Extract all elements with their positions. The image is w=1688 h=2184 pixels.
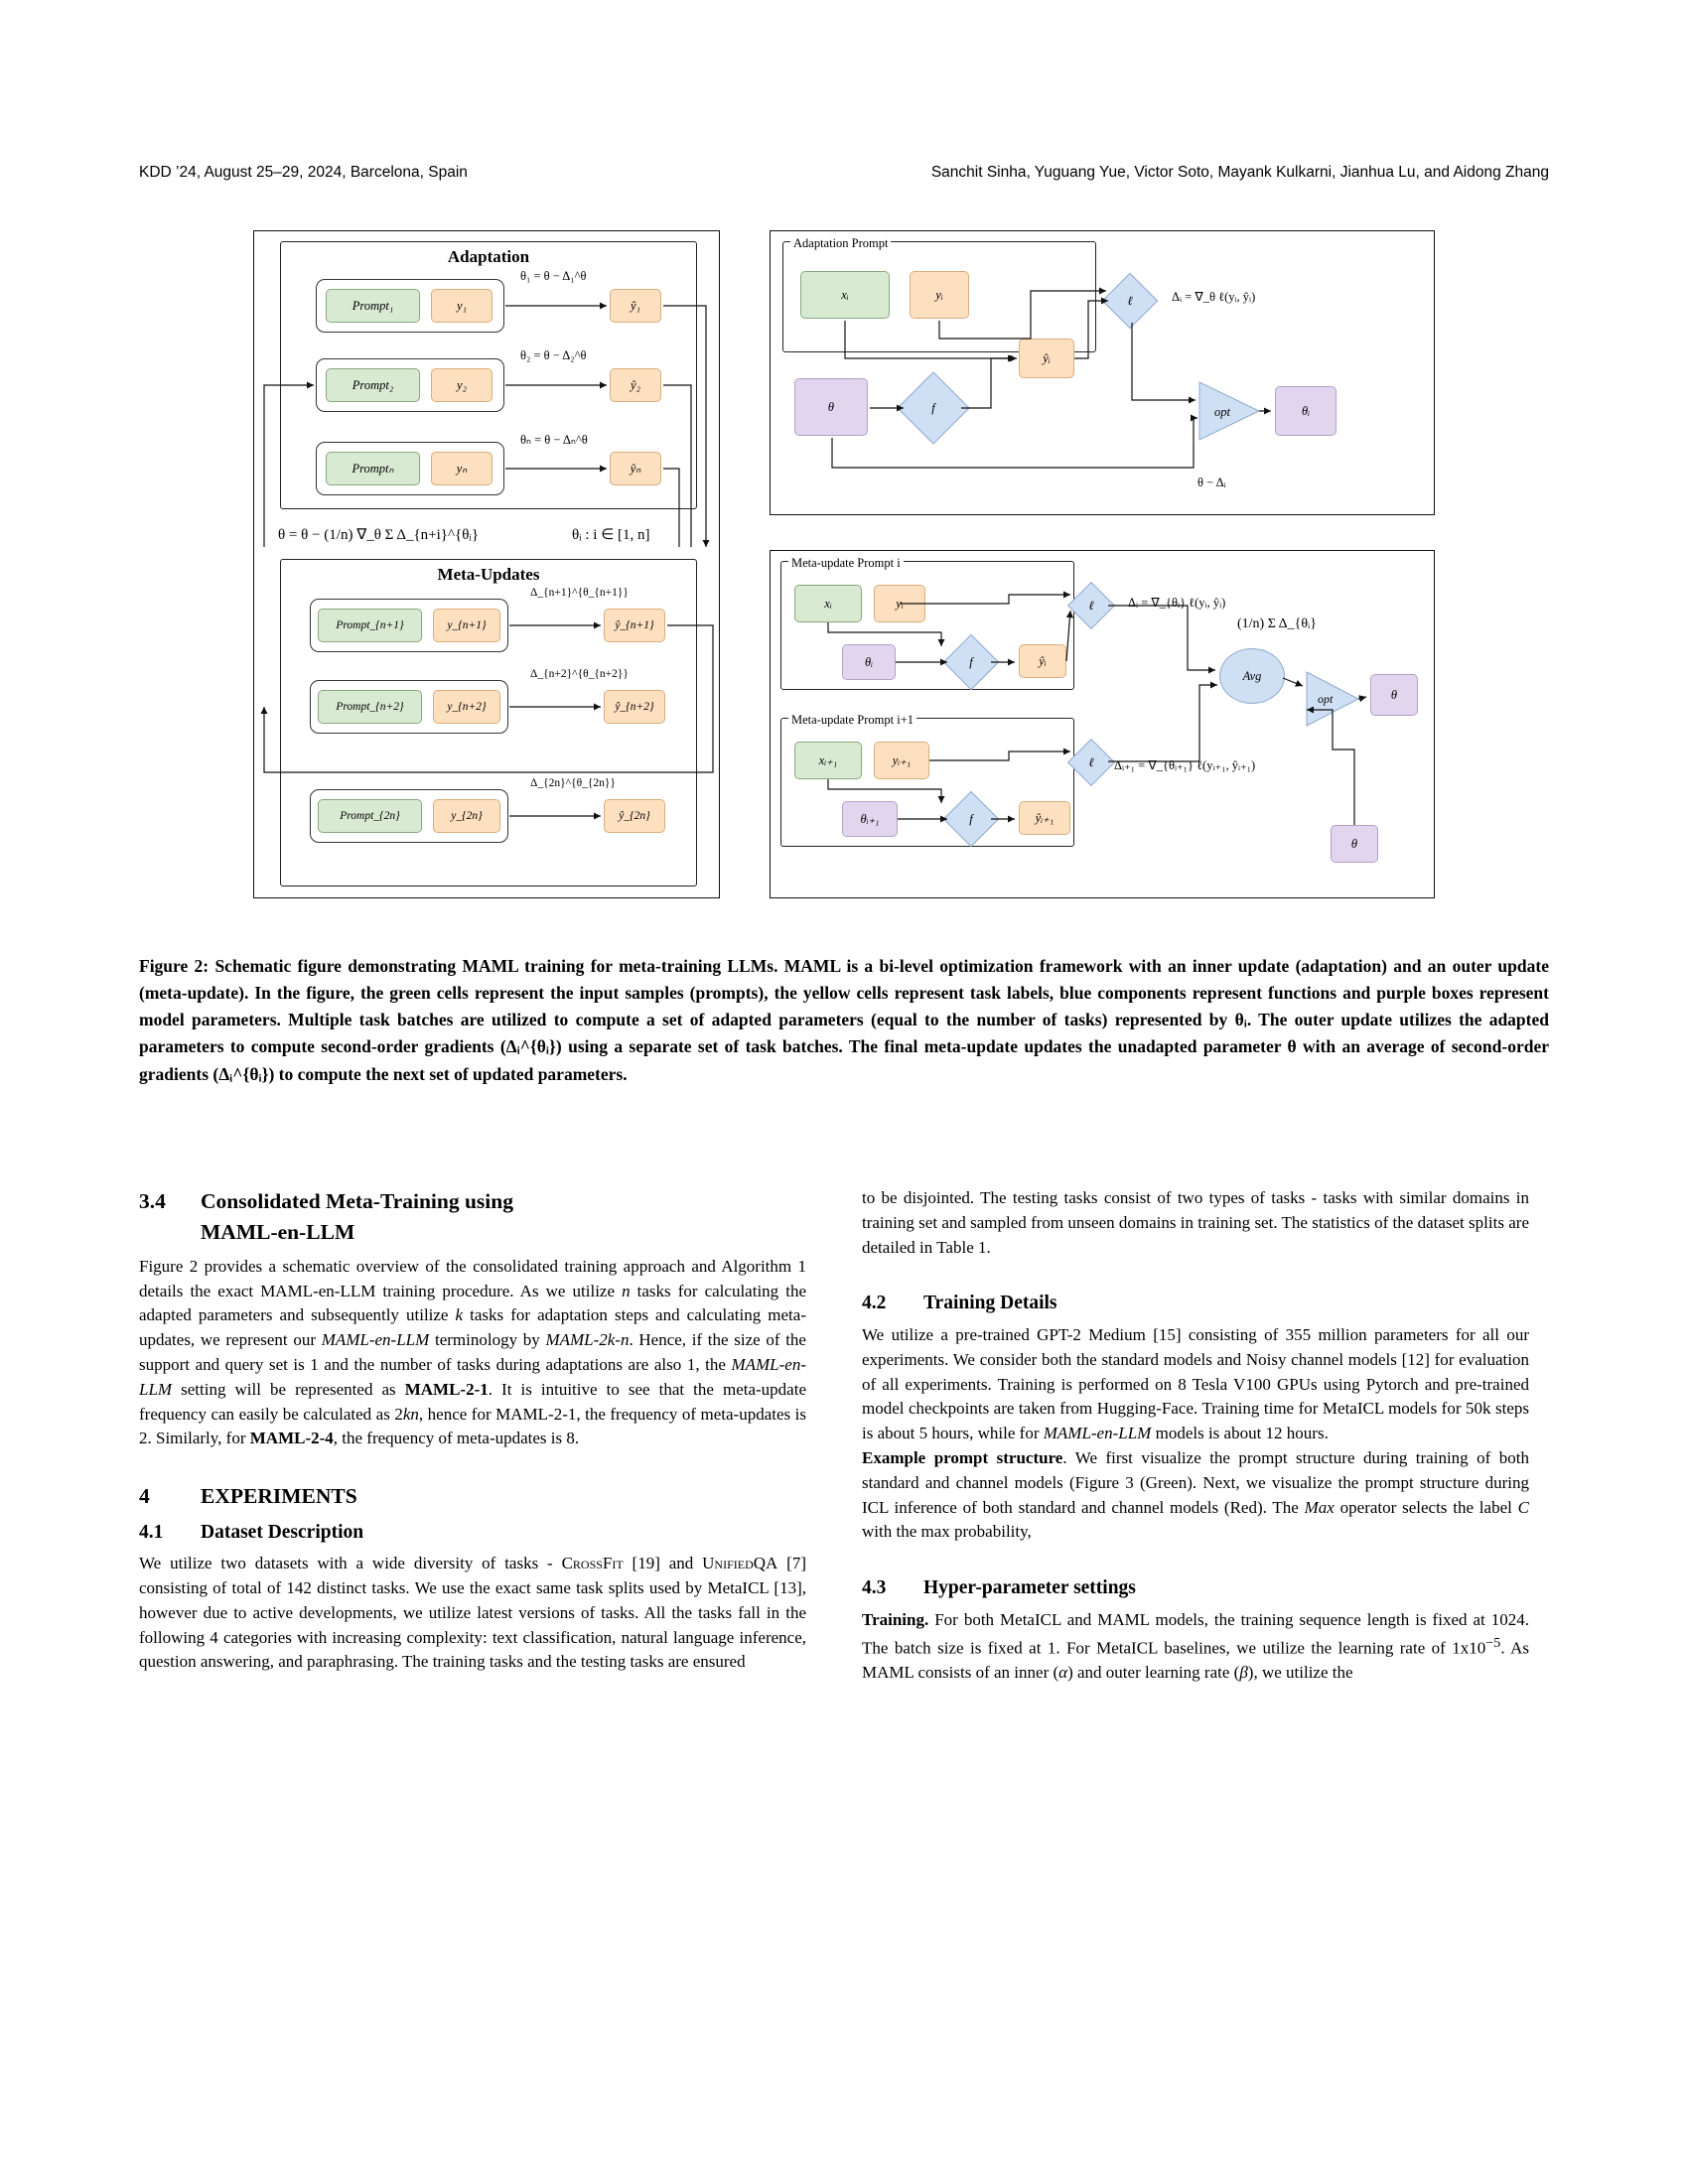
yhat-cell: ŷᵢ bbox=[1019, 644, 1066, 678]
paragraph-4-1: We utilize two datasets with a wide diversity of tasks - CrossFit [19] and UnifiedQA [7] consisting of total of 142 distinct tasks. We use the exact same task splits used by MetaICL [13], however due to active developments, we utilize latest versions of tasks. All the tasks fall in the following 4 categories with increasing complexity: text classification, natural language inference, question answering, and paraphrasing. The training tasks and the testing tasks are ensured bbox=[139, 1554, 806, 1672]
figure-bottom-right-panel bbox=[770, 550, 1435, 898]
label-cell: y_{n+1} bbox=[433, 609, 500, 642]
input-x-cell: xᵢ bbox=[800, 271, 890, 319]
paragraph-3-4: Figure 2 provides a schematic overview of the consolidated training approach and Algorithm 1 details the exact MAML-en-LLM training procedure. As we utilize n tasks for calculating the adapted parameters and subsequently utilize k tasks for adaptation steps and calculating meta-updates, we represent our MAML-en-LLM terminology by MAML-2k-n. Hence, if the size of the support and query set is 1 and the number of tasks during adaptations are also 1, the MAML-en-LLM setting will be represented as MAML-2-1. It is intuitive to see that the meta-update frequency can easily be calculated as 2kn, hence for MAML-2-1, the frequency of meta-updates is 2. Similarly, for MAML-2-4, the frequency of meta-updates is 8. bbox=[139, 1256, 806, 1448]
section-3-4-heading bbox=[139, 1186, 806, 1249]
left-panel-wires bbox=[254, 231, 721, 899]
adaptation-update-eq: θₙ = θ − Δₙ^θ bbox=[520, 433, 588, 447]
section-4-1-heading bbox=[139, 1519, 806, 1547]
input-x-cell: xᵢ bbox=[794, 585, 862, 622]
yhat-cell: ŷᵢ₊₁ bbox=[1019, 801, 1070, 835]
prompt-structure-lead: Example prompt structure bbox=[862, 1447, 1063, 1467]
prompt-cell: Prompt₁ bbox=[326, 289, 420, 323]
training-lead: Training. bbox=[862, 1609, 929, 1629]
section-4-3-number: 4.3 bbox=[862, 1577, 887, 1599]
section-4-1-number: 4.1 bbox=[139, 1521, 164, 1543]
top-right-wires bbox=[771, 231, 1436, 516]
running-head bbox=[139, 164, 1549, 182]
label-y-cell: yᵢ bbox=[910, 271, 969, 319]
running-head-right: Sanchit Sinha, Yuguang Yue, Victor Soto, Mayank Kulkarni, Jianhua Lu, and Aidong Zhang bbox=[930, 164, 1549, 181]
avg-formula: (1/n) Σ Δ_{θᵢ} bbox=[1237, 616, 1318, 631]
section-3-4-title-line1: Consolidated Meta-Training using bbox=[201, 1189, 513, 1213]
adaptation-prompt-label: Adaptation Prompt bbox=[790, 235, 891, 252]
figure-left-panel bbox=[253, 230, 720, 898]
delta-annotation: Δᵢ = ∇_θ ℓ(yᵢ, ŷᵢ) bbox=[1172, 290, 1256, 304]
meta-update-title: Meta-Updates bbox=[437, 565, 540, 584]
prompt-cell: Prompt_{n+2} bbox=[318, 690, 422, 724]
prediction-cell: ŷ_{2n} bbox=[604, 799, 665, 833]
label-cell: yₙ bbox=[431, 452, 492, 485]
section-4-1-title: Dataset Description bbox=[201, 1521, 364, 1543]
paragraph-continuation: to be disjointed. The testing tasks consist of two types of tasks - tasks with similar domains in training set and sampled from unseen domains in training set. The statistics of the dataset splits are detailed in Table 1. bbox=[862, 1188, 1529, 1257]
prompt-cell: Prompt_{2n} bbox=[318, 799, 422, 833]
svg-text:opt: opt bbox=[1318, 692, 1334, 706]
section-3-4-number: 3.4 bbox=[139, 1189, 166, 1213]
label-cell: y_{n+2} bbox=[433, 690, 500, 724]
prediction-cell: ŷ_{n+1} bbox=[604, 609, 665, 642]
delta-top-annotation: Δᵢ = ∇_{θᵢ} ℓ(yᵢ, ŷᵢ) bbox=[1128, 596, 1226, 610]
figure-2 bbox=[253, 230, 1435, 925]
figure-top-right-panel bbox=[770, 230, 1435, 515]
section-4-number: 4 bbox=[139, 1484, 150, 1509]
loss-label: ℓ bbox=[1088, 598, 1094, 613]
bottom-right-wires bbox=[771, 551, 1436, 899]
theta-minus-delta-annotation: θ − Δᵢ bbox=[1197, 476, 1226, 489]
theta-i1-cell: θᵢ₊₁ bbox=[842, 801, 898, 837]
adaptation-title: Adaptation bbox=[447, 247, 530, 266]
loss-label: ℓ bbox=[1088, 754, 1094, 769]
figure-caption-text: Schematic figure demonstrating MAML training for meta-training LLMs. MAML is a bi-level optimization framework with an inner update (adaptation) and an outer update (meta-update). In the figure, the green cells represent the input samples (prompts), the yellow cells represent task labels, blue components represent functions and purple boxes represent model parameters. Multiple task batches are utilized to compute a set of adapted parameters (equal to the number of tasks) represented by θᵢ. The outer update utilizes the adapted parameters to compute second-order gradients (Δᵢ^{θᵢ}) using a separate set of task batches. The final meta-update updates the unadapted parameter θ with an average of second-order gradients (Δᵢ^{θᵢ}) to compute the next set of updated parameters. bbox=[139, 956, 1549, 1084]
theta-i-cell: θᵢ bbox=[1275, 386, 1336, 436]
section-4-heading bbox=[139, 1481, 806, 1512]
prompt-cell: Prompt_{n+1} bbox=[318, 609, 422, 642]
delta-bottom-annotation: Δᵢ₊₁ = ∇_{θᵢ₊₁} ℓ(yᵢ₊₁, ŷᵢ₊₁) bbox=[1114, 758, 1256, 772]
section-4-title: EXPERIMENTS bbox=[201, 1484, 357, 1509]
meta-delta-eq: Δ_{n+2}^{θ_{n+2}} bbox=[530, 668, 629, 680]
section-3-4-title bbox=[201, 1186, 513, 1249]
meta-prompt-i1-label: Meta-update Prompt i+1 bbox=[788, 712, 916, 729]
prediction-cell: ŷ₁ bbox=[610, 289, 661, 323]
label-y-cell: yᵢ₊₁ bbox=[874, 742, 929, 779]
function-f-label: f bbox=[931, 400, 935, 415]
body-column-right bbox=[862, 1186, 1529, 1686]
theta-in-cell: θ bbox=[1331, 825, 1378, 863]
prediction-cell: ŷ₂ bbox=[610, 368, 661, 402]
section-4-3-heading bbox=[862, 1574, 1529, 1602]
yhat-cell: ŷᵢ bbox=[1019, 339, 1074, 378]
theta-cell: θ bbox=[794, 378, 868, 436]
adaptation-update-eq: θ₂ = θ − Δ₂^θ bbox=[520, 348, 587, 362]
paragraph-4-3: Training. For both MetaICL and MAML models, the training sequence length is fixed at 1024. The batch size is fixed at 1. For MetaICL baselines, we utilize the learning rate of $1x10^{-5}$. As MAML consists of an inner (α) and outer learning rate (β), we utilize the bbox=[862, 1609, 1529, 1682]
avg-node: Avg bbox=[1219, 648, 1285, 704]
function-f-label: f bbox=[969, 811, 973, 826]
paragraph-4-2: We utilize a pre-trained GPT-2 Medium [15] consisting of 355 million parameters for all our experiments. We consider both the standard models and Noisy channel models [12] for evaluation of all experiments. Training is performed on 8 Tesla V100 GPUs using Pytorch and pre-trained model checkpoints are taken from Hugging-Face. Training time for MetaICL models for 50k steps is about 5 hours, while for MAML-en-LLM models is about 12 hours. bbox=[862, 1324, 1529, 1443]
label-cell: y₁ bbox=[431, 289, 492, 323]
label-y-cell: yᵢ bbox=[874, 585, 925, 622]
running-head-left: KDD ’24, August 25–29, 2024, Barcelona, Spain bbox=[139, 164, 468, 181]
prediction-cell: ŷ_{n+2} bbox=[604, 690, 665, 724]
section-4-3-title: Hyper-parameter settings bbox=[923, 1577, 1136, 1599]
theta-i-cell: θᵢ bbox=[842, 644, 896, 680]
meta-delta-eq: Δ_{2n}^{θ_{2n}} bbox=[530, 777, 616, 789]
theta-range: θᵢ : i ∈ [1, n] bbox=[572, 527, 650, 543]
loss-label: ℓ bbox=[1127, 293, 1133, 308]
figure-caption bbox=[139, 953, 1549, 1088]
prompt-cell: Promptₙ bbox=[326, 452, 420, 485]
svg-text:opt: opt bbox=[1214, 405, 1230, 419]
meta-average-equation: θ = θ − (1/n) ∇_θ Σ Δ_{n+i}^{θᵢ} bbox=[278, 527, 480, 543]
meta-delta-eq: Δ_{n+1}^{θ_{n+1}} bbox=[530, 587, 629, 599]
adaptation-update-eq: θ₁ = θ − Δ₁^θ bbox=[520, 269, 587, 283]
input-x-cell: xᵢ₊₁ bbox=[794, 742, 862, 779]
prompt-cell: Prompt₂ bbox=[326, 368, 420, 402]
section-3-4-title-line2: MAML-en-LLM bbox=[201, 1220, 355, 1245]
prediction-cell: ŷₙ bbox=[610, 452, 661, 485]
body-column-left bbox=[139, 1186, 806, 1675]
paragraph-prompt-structure: Example prompt structure. We first visualize the prompt structure during training of both standard and channel models (Figure 3 (Green). Next, we visualize the prompt structure during ICL inference of both standard and channel models (Red). The Max operator selects the label C with the max probability, bbox=[862, 1447, 1530, 1542]
meta-prompt-i-label: Meta-update Prompt i bbox=[788, 555, 904, 572]
section-4-2-heading bbox=[862, 1290, 1529, 1317]
label-cell: y_{2n} bbox=[433, 799, 500, 833]
section-4-2-number: 4.2 bbox=[862, 1293, 887, 1314]
function-f-label: f bbox=[969, 654, 973, 669]
theta-out-cell: θ bbox=[1370, 674, 1418, 716]
section-4-2-title: Training Details bbox=[923, 1293, 1057, 1314]
figure-caption-label: Figure 2: bbox=[139, 956, 210, 976]
label-cell: y₂ bbox=[431, 368, 492, 402]
